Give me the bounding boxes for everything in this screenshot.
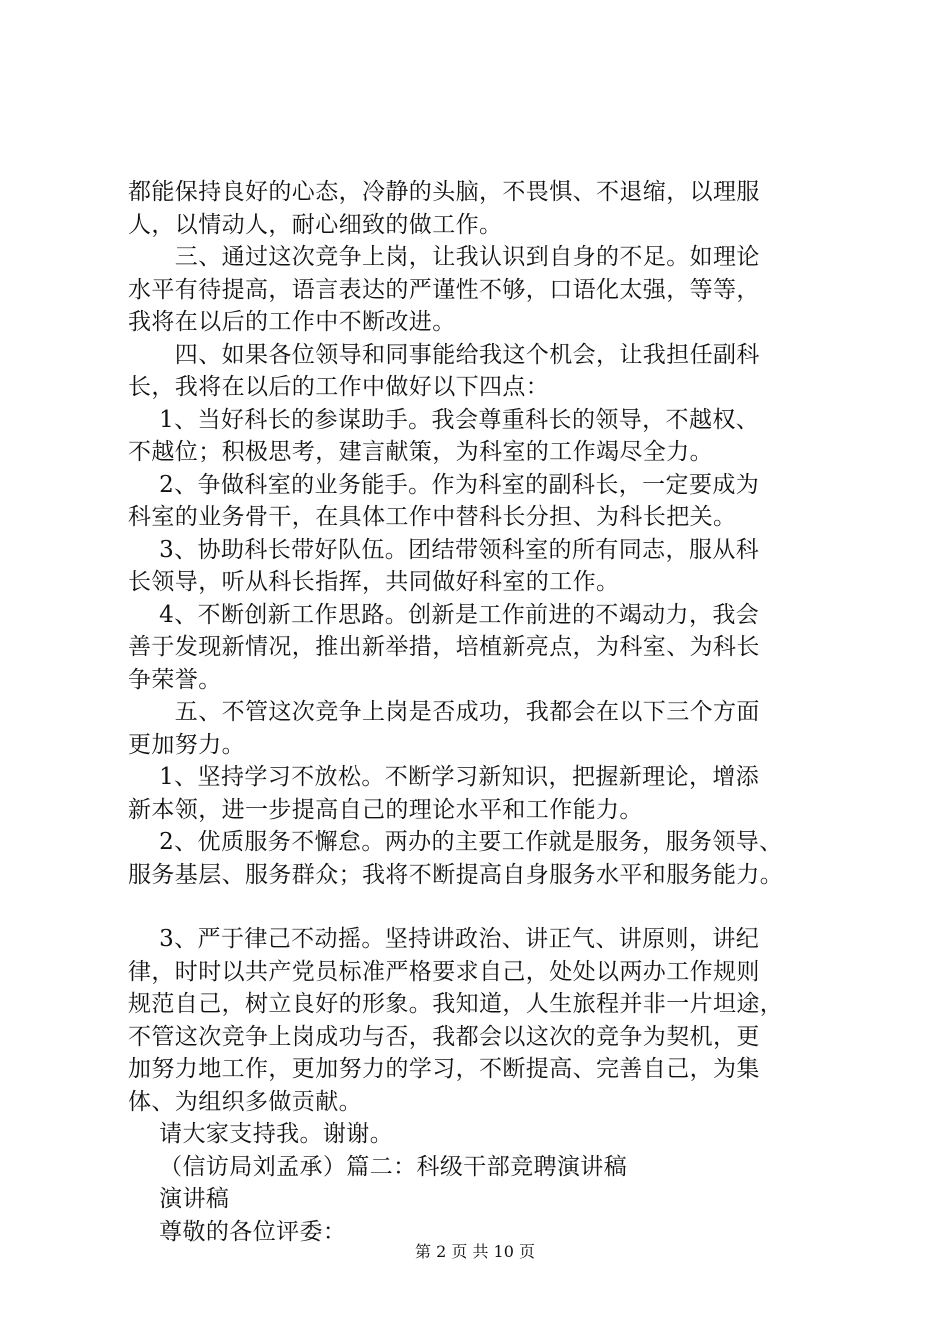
text-line: 4、不断创新工作思路。创新是工作前进的不竭动力，我会	[128, 601, 760, 628]
text-line: 科室的业务骨干，在具体工作中替科长分担、为科长把关。	[128, 504, 737, 530]
document-body	[128, 176, 840, 1248]
text-line: 2、争做科室的业务能手。作为科室的副科长，一定要成为	[128, 471, 760, 498]
text-line: 请大家支持我。谢谢。	[128, 1121, 394, 1147]
text-line: 加努力地工作，更加努力的学习，不断提高、完善自己，为集	[128, 1056, 760, 1082]
text-line: 1、当好科长的参谋助手。我会尊重科长的领导，不越权、	[128, 406, 760, 433]
text-line: 规范自己，树立良好的形象。我知道，人生旅程并非一片坦途，	[128, 991, 784, 1017]
text-line: 人，以情动人，耐心细致的做工作。	[128, 211, 503, 238]
text-line: 1、坚持学习不放松。不断学习新知识，把握新理论，增添	[128, 764, 760, 790]
text-line: 律，时时以共产党员标准严格要求自己，处处以两办工作规则	[128, 958, 760, 985]
text-line: 演讲稿	[128, 1186, 230, 1212]
text-line: 水平有待提高，语言表达的严谨性不够，口语化太强，等等，	[128, 276, 760, 303]
text-line: 长，我将在以后的工作中做好以下四点：	[128, 374, 550, 400]
text-line: 三、通过这次竞争上岗，让我认识到自身的不足。如理论	[128, 244, 760, 270]
text-line: 都能保持良好的心态，冷静的头脑，不畏惧、不退缩，以理服	[128, 179, 760, 205]
text-line: 四、如果各位领导和同事能给我这个机会，让我担任副科	[128, 341, 760, 368]
text-line: 不管这次竞争上岗成功与否，我都会以这次的竞争为契机，更	[128, 1023, 760, 1050]
page-number-footer: 第 2 页 共 10 页	[415, 1242, 535, 1261]
text-line: 善于发现新情况，推出新举措，培植新亮点，为科室、为科长	[128, 634, 760, 660]
text-line: （信访局刘孟承）篇二：科级干部竞聘演讲稿	[128, 1153, 628, 1180]
text-line: 五、不管这次竞争上岗是否成功，我都会在以下三个方面	[128, 699, 760, 725]
text-line: 更加努力。	[128, 731, 245, 758]
text-line: 新本领，进一步提高自己的理论水平和工作能力。	[128, 796, 643, 823]
text-line: 服务基层、服务群众；我将不断提高自身服务水平和服务能力。	[128, 861, 784, 888]
text-line: 体、为组织多做贡献。	[128, 1088, 362, 1115]
text-line: 尊敬的各位评委：	[128, 1218, 347, 1245]
text-line: 长领导，听从科长指挥，共同做好科室的工作。	[128, 569, 620, 595]
paragraph-gap	[128, 891, 840, 923]
text-line: 3、严于律己不动摇。坚持讲政治、讲正气、讲原则，讲纪	[128, 926, 760, 952]
text-line: 我将在以后的工作中不断改进。	[128, 309, 456, 335]
text-line: 2、优质服务不懈怠。两办的主要工作就是服务，服务领导、	[128, 829, 783, 855]
text-line: 3、协助科长带好队伍。团结带领科室的所有同志，服从科	[128, 536, 760, 563]
text-line: 争荣誉。	[128, 666, 222, 693]
text-line: 不越位；积极思考，建言献策，为科室的工作竭尽全力。	[128, 439, 713, 465]
